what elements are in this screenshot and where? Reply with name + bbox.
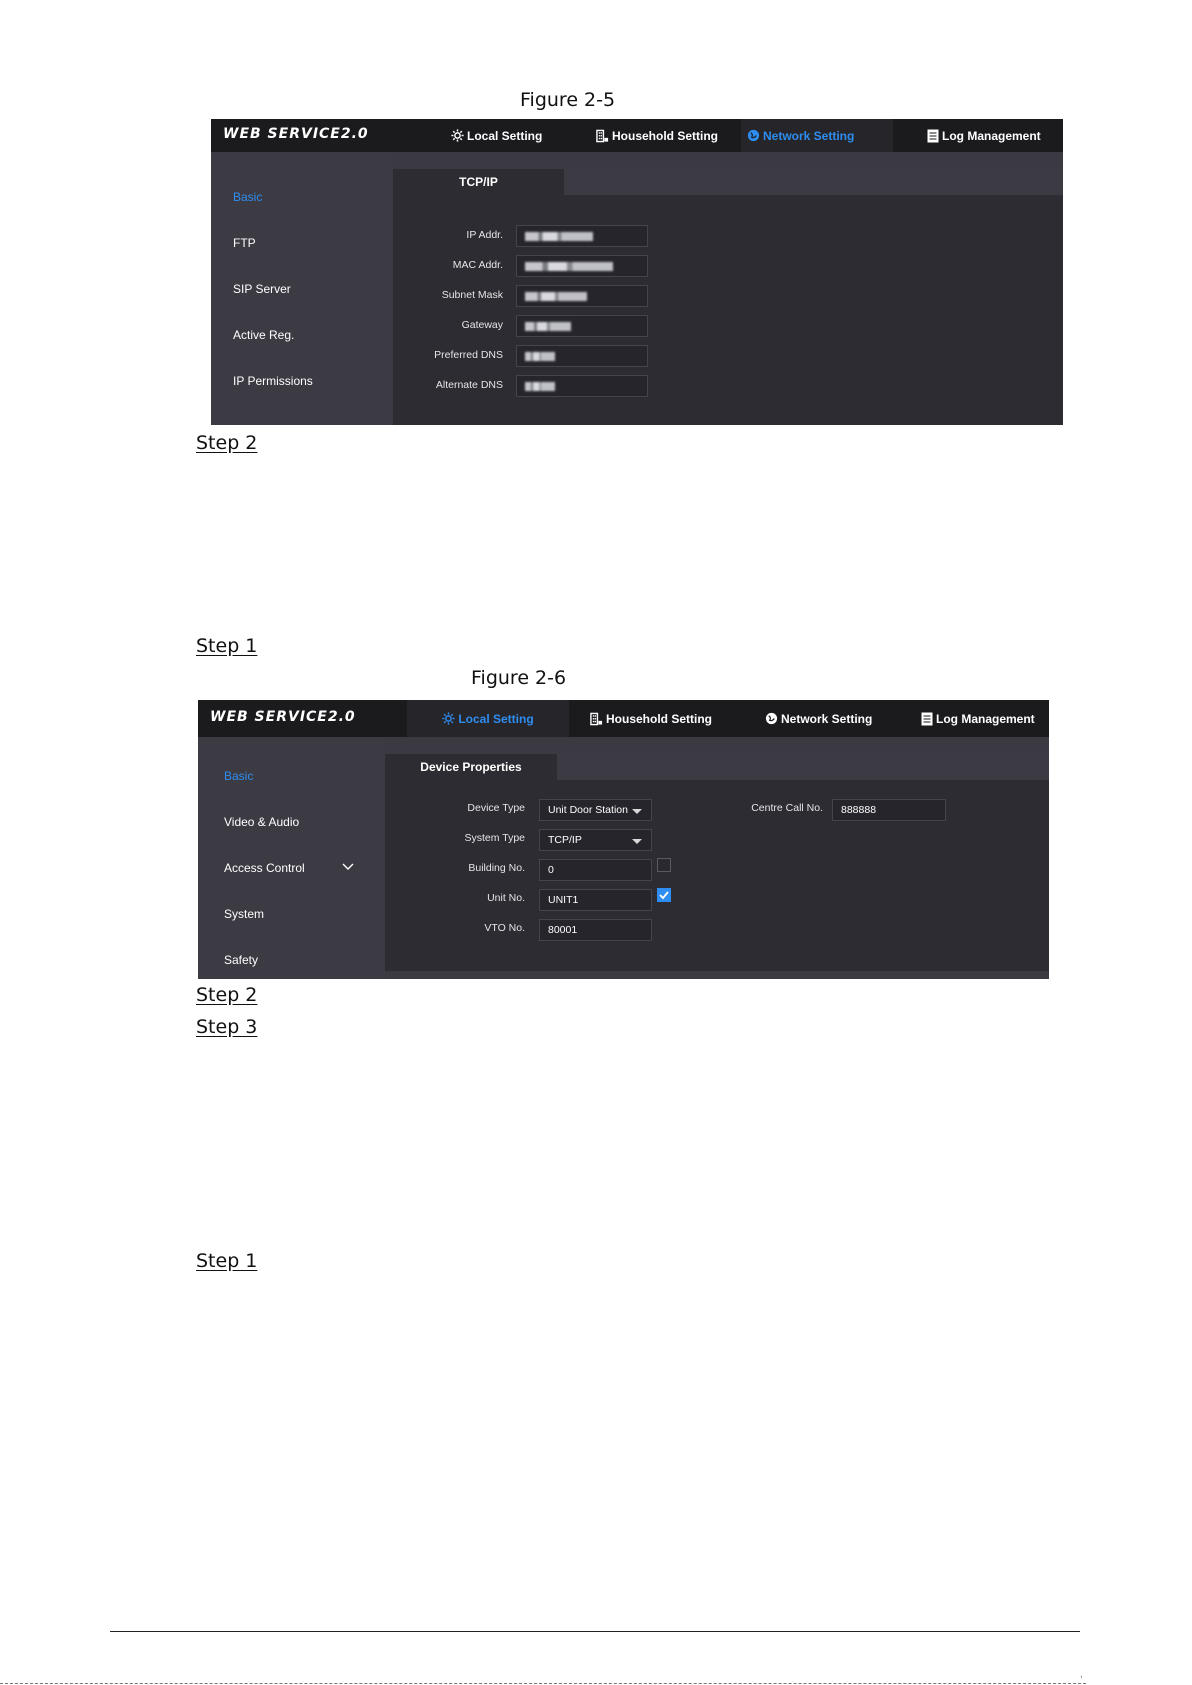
gateway-field[interactable] bbox=[516, 315, 648, 337]
step-label: Step 2 bbox=[196, 984, 258, 1006]
chevron-down-icon[interactable] bbox=[342, 863, 354, 871]
device-type-select[interactable] bbox=[539, 799, 652, 821]
centre-call-no-value: 888888 bbox=[841, 804, 877, 816]
vto-no-label: VTO No. bbox=[484, 922, 525, 934]
step-label: Step 1 bbox=[196, 635, 258, 657]
sidebar-item-basic[interactable]: Basic bbox=[224, 769, 254, 783]
tab-device-properties[interactable]: Device Properties bbox=[385, 754, 557, 780]
device-type-label: Device Type bbox=[467, 802, 525, 814]
alternate-dns-label: Alternate DNS bbox=[435, 379, 503, 391]
nav-log-management[interactable] bbox=[921, 119, 1047, 152]
globe-icon bbox=[765, 712, 778, 725]
footer-rule bbox=[110, 1631, 1080, 1632]
system-type-select[interactable] bbox=[539, 829, 652, 851]
redacted-value bbox=[525, 322, 571, 331]
nav-network-setting[interactable] bbox=[741, 119, 893, 152]
nav-household-setting[interactable] bbox=[584, 700, 718, 737]
building-no-checkbox[interactable] bbox=[657, 858, 671, 872]
sidebar bbox=[198, 737, 385, 979]
nav-network-setting[interactable] bbox=[759, 700, 878, 737]
sidebar-item-sip-server[interactable]: SIP Server bbox=[233, 282, 291, 296]
tab-tcp-ip[interactable]: TCP/IP bbox=[393, 169, 564, 195]
content-panel bbox=[393, 169, 1063, 425]
nav-label: Log Management bbox=[936, 711, 1035, 726]
ip-address-field[interactable] bbox=[516, 225, 648, 247]
building-no-label: Building No. bbox=[468, 862, 525, 874]
nav-label: Network Setting bbox=[781, 711, 873, 726]
vto-no-value: 80001 bbox=[548, 924, 578, 936]
screenshot-network-setting bbox=[211, 119, 1063, 425]
nav-household-setting[interactable] bbox=[590, 119, 724, 152]
nav-local-setting[interactable] bbox=[445, 119, 548, 152]
figure-caption: Figure 2-6 bbox=[471, 667, 567, 689]
nav-label: Household Setting bbox=[606, 711, 712, 726]
redacted-value bbox=[525, 382, 555, 391]
unit-no-checkbox[interactable] bbox=[657, 888, 671, 902]
system-type-value: TCP/IP bbox=[548, 834, 582, 846]
dropdown-arrow-icon bbox=[632, 809, 642, 814]
unit-no-label: Unit No. bbox=[487, 892, 525, 904]
mac-address-field bbox=[516, 255, 648, 277]
centre-call-no-label: Centre Call No. bbox=[751, 802, 823, 814]
globe-icon bbox=[747, 129, 760, 142]
sidebar-item-active-reg[interactable]: Active Reg. bbox=[233, 328, 295, 342]
redacted-value bbox=[525, 262, 613, 271]
vto-no-field[interactable] bbox=[539, 919, 652, 941]
unit-no-value: UNIT1 bbox=[548, 894, 579, 906]
nav-label: Local Setting bbox=[467, 128, 543, 143]
step-label: Step 2 bbox=[196, 432, 258, 454]
building-no-value: 0 bbox=[548, 864, 554, 876]
device-type-value: Unit Door Station bbox=[548, 804, 628, 816]
system-type-label: System Type bbox=[464, 832, 525, 844]
redacted-value bbox=[525, 292, 587, 301]
step-label: Step 3 bbox=[196, 1016, 258, 1038]
nav-log-management[interactable] bbox=[915, 700, 1041, 737]
subnet-mask-field[interactable] bbox=[516, 285, 648, 307]
centre-call-no-field[interactable] bbox=[832, 799, 946, 821]
app-logo: WEB SERVICE2.0 bbox=[210, 709, 356, 725]
top-navigation-bar bbox=[198, 700, 1049, 737]
nav-label: Network Setting bbox=[763, 128, 855, 143]
redacted-value bbox=[525, 352, 555, 361]
document-icon bbox=[921, 712, 933, 726]
screenshot-local-setting bbox=[198, 700, 1049, 979]
sidebar-item-system[interactable]: System bbox=[224, 907, 265, 921]
content-panel bbox=[385, 754, 1049, 971]
nav-label: Household Setting bbox=[612, 128, 718, 143]
sidebar-item-ip-permissions[interactable]: IP Permissions bbox=[233, 374, 313, 388]
sidebar bbox=[211, 152, 393, 425]
sidebar-item-access-control[interactable]: Access Control bbox=[224, 861, 305, 875]
redacted-value bbox=[525, 232, 593, 241]
sidebar-item-basic[interactable]: Basic bbox=[233, 190, 263, 204]
nav-label: Local Setting bbox=[458, 711, 534, 726]
app-logo: WEB SERVICE2.0 bbox=[223, 126, 369, 142]
sidebar-item-safety[interactable]: Safety bbox=[224, 953, 259, 967]
preferred-dns-label: Preferred DNS bbox=[434, 349, 503, 361]
sidebar-item-video-audio[interactable]: Video & Audio bbox=[224, 815, 300, 829]
page-edge-rule bbox=[0, 1683, 1086, 1684]
building-no-field[interactable] bbox=[539, 859, 652, 881]
figure-caption: Figure 2-5 bbox=[520, 89, 616, 111]
unit-no-field[interactable] bbox=[539, 889, 652, 911]
page-corner-mark: , bbox=[1080, 1669, 1083, 1680]
ip-address-label: IP Addr. bbox=[466, 229, 503, 241]
document-icon bbox=[927, 129, 939, 143]
nav-local-setting[interactable] bbox=[407, 700, 569, 737]
subnet-mask-label: Subnet Mask bbox=[441, 289, 503, 301]
step-label: Step 1 bbox=[196, 1250, 258, 1272]
top-navigation-bar bbox=[211, 119, 1063, 152]
building-icon bbox=[596, 129, 609, 143]
building-icon bbox=[590, 712, 603, 726]
mac-address-label: MAC Addr. bbox=[452, 259, 503, 271]
gear-icon bbox=[442, 712, 455, 725]
preferred-dns-field[interactable] bbox=[516, 345, 648, 367]
checkmark-icon bbox=[658, 889, 670, 901]
nav-label: Log Management bbox=[942, 128, 1041, 143]
alternate-dns-field[interactable] bbox=[516, 375, 648, 397]
gateway-label: Gateway bbox=[461, 319, 503, 331]
sidebar-item-ftp[interactable]: FTP bbox=[233, 236, 256, 250]
dropdown-arrow-icon bbox=[632, 839, 642, 844]
gear-icon bbox=[451, 129, 464, 142]
